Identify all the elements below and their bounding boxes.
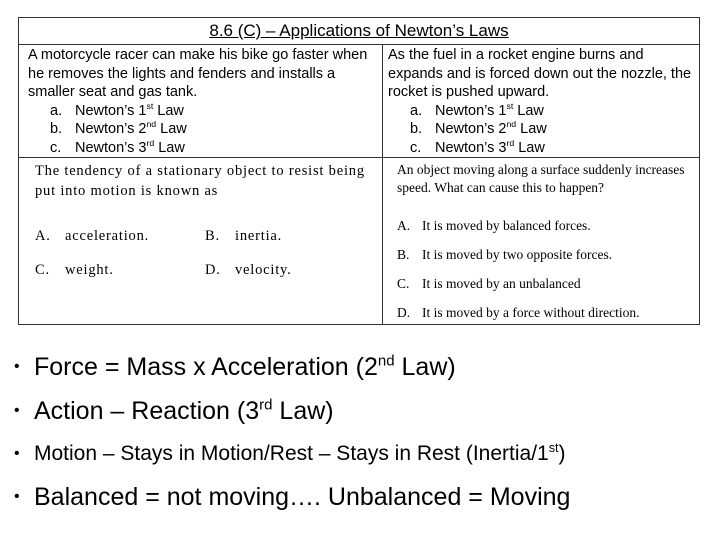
- option-list: [28, 102, 373, 158]
- question-text: As the fuel in a rocket engine burns and expands and is forced down out the nozzle, the rocket is pushed upward.: [388, 47, 692, 100]
- bullet-item: [14, 433, 714, 475]
- option-text: Newton’s 2nd Law: [75, 119, 187, 137]
- worksheet-title: 8.6 (C) – Applications of Newton’s Laws: [19, 18, 699, 45]
- question-text: A motorcycle racer can make his bike go faster when he removes the lights and fenders and installs a smaller seat and gas tank.: [28, 47, 368, 100]
- option-text: It is moved by a force without direction.: [422, 305, 640, 320]
- option-text: Newton’s 1st Law: [75, 100, 184, 119]
- option-item: [35, 226, 205, 246]
- option-text: It is moved by two opposite forces.: [422, 247, 613, 262]
- bullet-item: [14, 475, 714, 519]
- option-text: inertia.: [235, 228, 283, 244]
- bullet-text: Balanced = not moving…. Unbalanced = Moving: [34, 482, 571, 511]
- option-letter: c.: [50, 139, 62, 156]
- option-letter: C.: [397, 276, 410, 291]
- option-letter: b.: [50, 121, 63, 137]
- option-letter: B.: [205, 228, 220, 244]
- option-item: [35, 260, 205, 280]
- summary-bullets: [14, 345, 714, 519]
- option-item: [50, 139, 373, 158]
- option-item: [397, 246, 697, 275]
- question-motorcycle: [28, 46, 373, 157]
- bullet-text: Action – Reaction (3rd Law): [34, 396, 334, 425]
- option-item: [397, 304, 697, 333]
- option-text: weight.: [65, 262, 114, 278]
- option-text: Newton’s 2nd Law: [435, 119, 547, 137]
- question-text: An object moving along a surface suddenly increases speed. What can cause this to happen?: [397, 162, 685, 195]
- option-grid: [35, 226, 375, 280]
- option-letter: D.: [397, 305, 411, 320]
- option-text: It is moved by balanced forces.: [422, 218, 591, 233]
- option-item: [397, 275, 697, 304]
- option-letter: b.: [410, 121, 423, 137]
- option-item: [205, 260, 355, 280]
- option-item: [50, 120, 373, 139]
- option-letter: A.: [397, 218, 411, 233]
- bullet-text: Motion – Stays in Motion/Rest – Stays in Rest (Inertia/1st): [34, 441, 566, 465]
- option-letter: D.: [205, 262, 221, 278]
- bullet-text: Force = Mass x Acceleration (2nd Law): [34, 352, 456, 381]
- option-item: [410, 120, 698, 139]
- option-text: acceleration.: [65, 228, 150, 244]
- option-letter: a.: [50, 102, 63, 119]
- option-item: [50, 102, 373, 121]
- option-letter: c.: [410, 139, 422, 156]
- option-item: [410, 102, 698, 121]
- option-list: [388, 102, 698, 158]
- question-speed: [397, 161, 697, 333]
- worksheet-image: [18, 17, 700, 325]
- option-letter: a.: [410, 102, 423, 119]
- bullet-item: [14, 345, 714, 389]
- question-text: The tendency of a stationary object to resist being put into motion is known as: [35, 163, 365, 199]
- option-item: [410, 139, 698, 158]
- option-item: [205, 226, 355, 246]
- question-inertia: [35, 161, 375, 280]
- option-text: velocity.: [235, 262, 292, 278]
- bullet-icon: •: [14, 402, 20, 419]
- bullet-icon: •: [14, 488, 20, 505]
- option-text: Newton’s 3rd Law: [75, 137, 185, 156]
- divider-vertical: [382, 44, 383, 324]
- question-rocket: [388, 46, 698, 157]
- option-letter: A.: [35, 228, 51, 244]
- option-item: [397, 217, 697, 246]
- bullet-icon: •: [14, 358, 20, 375]
- option-letter: C.: [35, 262, 50, 278]
- divider-horizontal: [19, 157, 699, 158]
- option-letter: B.: [397, 247, 410, 262]
- option-list: [397, 217, 697, 333]
- option-text: Newton’s 1st Law: [435, 100, 544, 119]
- bullet-item: [14, 389, 714, 433]
- option-text: Newton’s 3rd Law: [435, 137, 545, 156]
- bullet-icon: •: [14, 445, 20, 462]
- option-text: It is moved by an unbalanced: [422, 276, 581, 291]
